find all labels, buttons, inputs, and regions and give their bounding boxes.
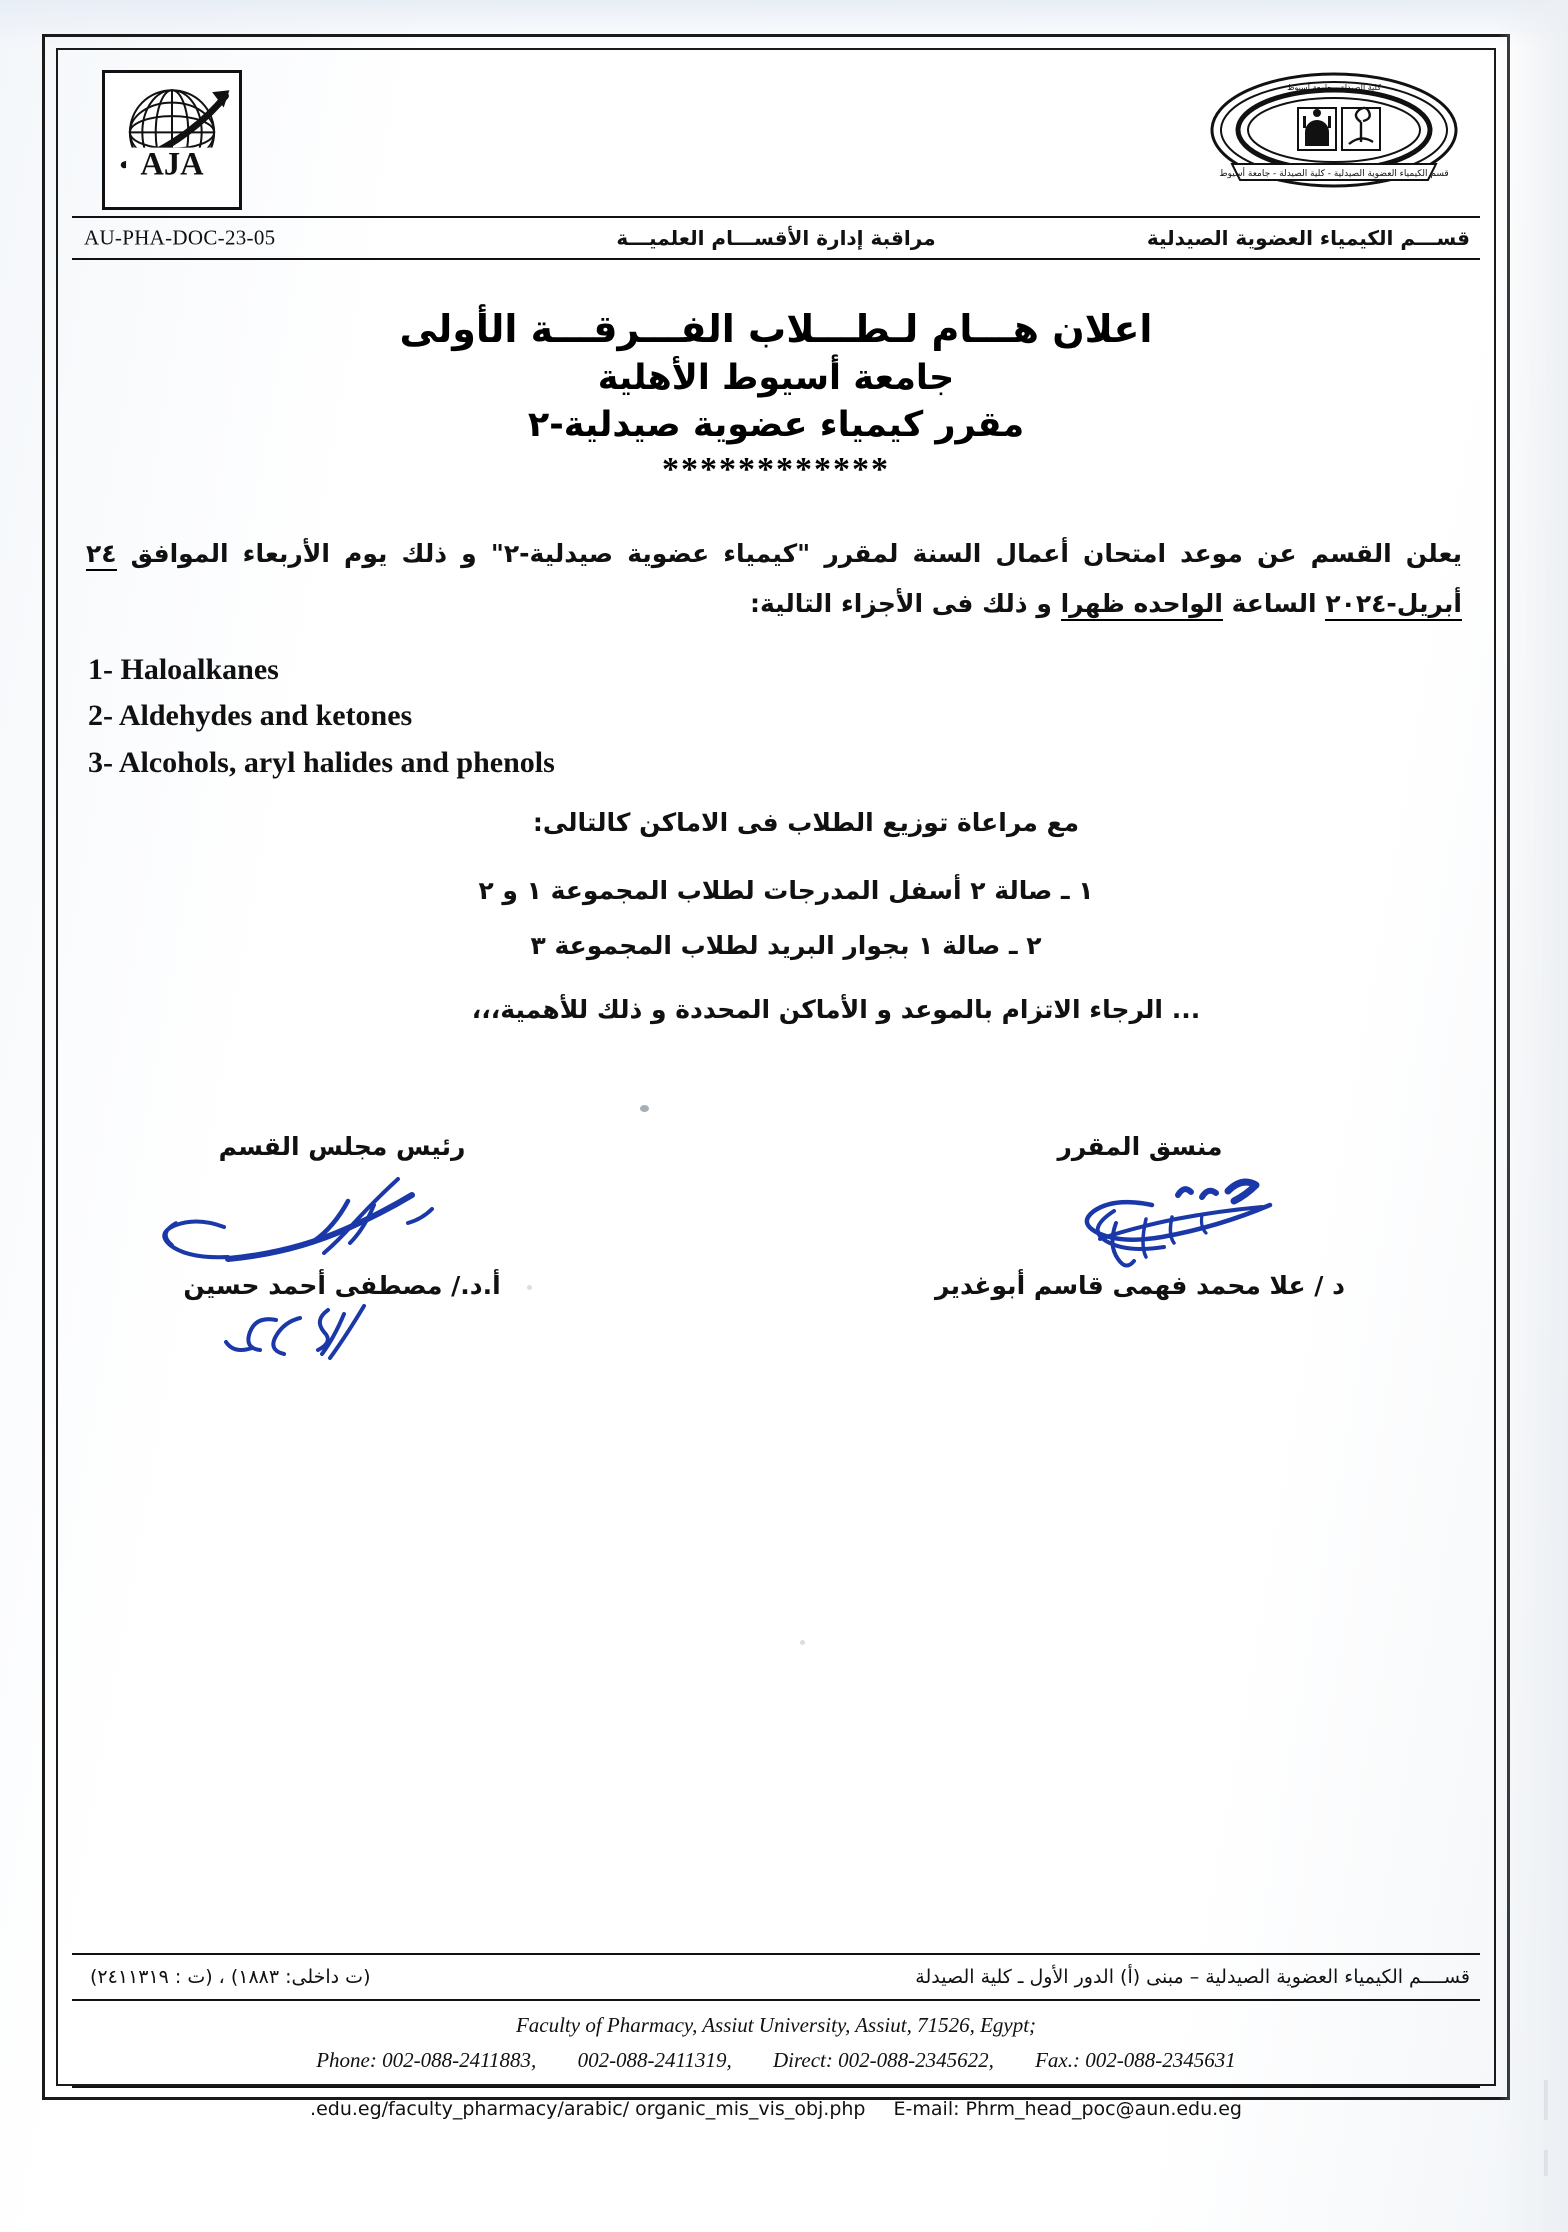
signature-coordinator <box>910 1132 1370 1300</box>
header-department-label: قســـم الكيمياء العضوية الصيدلية <box>1146 226 1470 250</box>
letterhead-logos <box>72 62 1480 214</box>
signature-head <box>112 1132 572 1370</box>
signature-name: د / علا محمد فهمى قاسم أبوغدير <box>935 1271 1345 1300</box>
footer-english-address: Faculty of Pharmacy, Assiut University, Assiut, 71526, Egypt; <box>515 2012 1037 2037</box>
document-code: AU-PHA-DOC-23-05 <box>84 225 276 250</box>
footer-phone-alt: 002-088-2411319, <box>577 2048 732 2073</box>
list-item: 2- Aldehydes and ketones <box>88 699 413 732</box>
footer-arabic-address: قســــم الكيمياء العضوية الصيدلية – مبنى (أ) الدور الأول ـ كلية الصيدلة <box>915 1965 1470 1988</box>
footer-direct: Direct: 002-088-2345622, <box>773 2048 994 2073</box>
closing-note: ... الرجاء الاتزام بالموعد و الأماكن المحددة و ذلك للأهمية،،، <box>471 995 1201 1024</box>
signature-role: منسق المقرر <box>1057 1132 1223 1161</box>
title-line-3: مقرر كيمياء عضوية صيدلية-٢ <box>527 405 1025 445</box>
announcement-body <box>72 529 1480 629</box>
body-line2-part2: الساعة <box>1231 588 1317 618</box>
list-item: ١ ـ صالة ٢ أسفل المدرجات لطلاب المجموعة ١ و ٢ <box>478 876 1094 905</box>
footer-arabic-phones: (ت داخلى: ١٨٨٣) ، (ت : ٢٤١١٣١٩) <box>90 1965 371 1988</box>
handwritten-signature <box>112 1161 572 1269</box>
footer-english-block <box>72 2001 1480 2088</box>
exam-topics-list <box>72 647 1480 787</box>
aja-logo-text: AJA <box>140 146 204 183</box>
title-line-1: اعلان هـــام لـطـــلاب الفـــرقـــة الأولى <box>399 307 1153 351</box>
distribution-note: مع مراعاة توزيع الطلاب فى الاماكن كالتالى: <box>532 808 1080 837</box>
announcement-title <box>72 306 1480 489</box>
scan-edge-mark <box>1544 2080 1548 2120</box>
body-line2-part1: الأربعاء الموافق <box>130 538 330 568</box>
faculty-seal <box>1206 68 1462 196</box>
list-item: ٢ ـ صالة ١ بجوار البريد لطلاب المجموعة ٣ <box>530 931 1042 960</box>
body-line1-part2: و ذلك يوم <box>344 538 477 568</box>
list-item: 1- Haloalkanes <box>88 652 279 686</box>
aja-logo <box>102 70 242 210</box>
body-line1-part1: يعلن القسم عن موعد امتحان أعمال السنة لمقرر <box>824 538 1462 568</box>
body-line2-part3: و ذلك فى الأجزاء التالية: <box>749 588 1052 618</box>
exam-time: الواحده ظهرا <box>1061 589 1223 621</box>
handwritten-date <box>112 1300 572 1370</box>
scan-edge-mark <box>1544 2150 1548 2176</box>
footer-fax: Fax.: 002-088-2345631 <box>1035 2048 1236 2073</box>
seal-top-text: كلية الصيدلة - جامعة أسيوط <box>1287 83 1381 92</box>
footer-email[interactable]: E-mail: Phrm_head_poc@aun.edu.eg <box>893 2098 1242 2120</box>
handwritten-signature <box>910 1161 1370 1269</box>
header-strip <box>72 216 1480 260</box>
exam-date: ٢٤ أبريل-٢٠٢٤ <box>86 539 1462 621</box>
document-content <box>72 62 1480 2072</box>
list-item: 3- Alcohols, aryl halides and phenols <box>88 745 555 779</box>
page-footer <box>72 1953 1480 2120</box>
signature-name: أ.د./ مصطفى أحمد حسين <box>183 1271 501 1300</box>
footer-phone: Phone: 002-088-2411883, <box>316 2048 537 2073</box>
footer-website-url[interactable]: .edu.eg/faculty_pharmacy/arabic/ organic_mis_vis_obj.php <box>310 2098 866 2120</box>
footer-arabic-row <box>72 1955 1480 2001</box>
seal-banner-text: قسم الكيمياء العضوية الصيدلية - كلية الصيدلة - جامعة أسيوط <box>1219 169 1449 179</box>
title-star-divider: ************ <box>662 450 890 488</box>
header-center-label: مراقبة إدارة الأقســـام العلميـــة <box>616 226 936 250</box>
signature-area <box>72 1132 1480 1382</box>
hall-assignments <box>72 863 1480 973</box>
title-line-2: جامعة أسيوط الأهلية <box>597 357 955 398</box>
signature-role: رئيس مجلس القسم <box>218 1132 466 1161</box>
footer-links-row <box>72 2088 1480 2120</box>
course-name-quoted: "كيمياء عضوية صيدلية-٢" <box>490 538 811 568</box>
